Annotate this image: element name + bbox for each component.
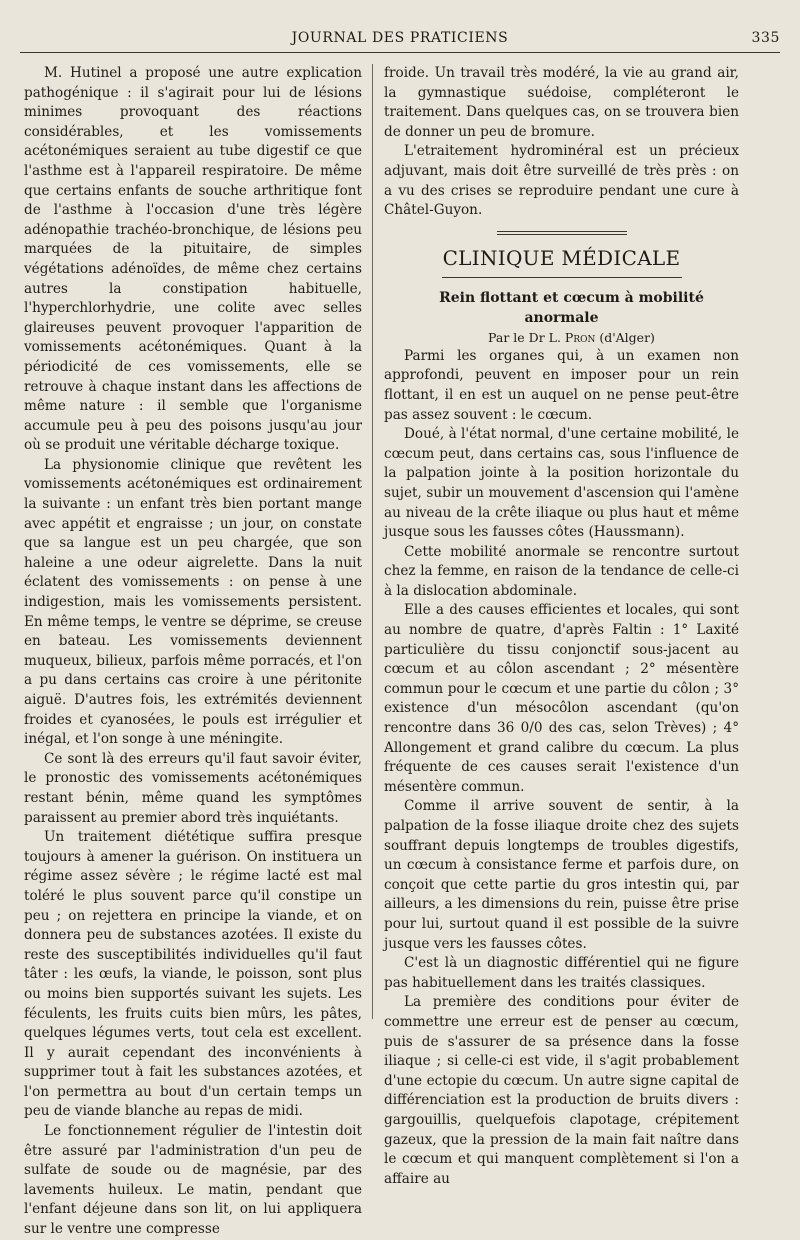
section-heading: CLINIQUE MÉDICALE <box>442 245 681 270</box>
header-rule <box>20 52 780 53</box>
article-byline <box>384 328 739 347</box>
paragraph: La physionomie clinique que revêtent les vomissements acétonémiques est ordinairement la suivante : un enfant très bien portant mange avec appétit et engraisse ; un jour, on constate que sa langue est un peu chargée, que son haleine a une odeur aigrelette. Dans la nuit éclatent des vomissements : on pense à une indigestion, mais les vomissements persistent. En même temps, le ventre se déprime, se creuse en bateau. Les vomissements deviennent muqueux, bilieux, parfois même porracés, et l'on a pu dans certains cas croire à une péritonite aiguë. D'autres fois, les extrémités deviennent froides et cyanosées, le pouls est irrégulier et inégal, et l'on songe à une méningite. <box>24 456 362 748</box>
section-separator <box>497 231 627 235</box>
byline-prefix: Par le Dr <box>488 329 545 345</box>
running-header <box>20 30 780 50</box>
article-title: Rein flottant et cœcum à mobilité anormale <box>439 289 704 326</box>
left-column <box>24 64 362 1238</box>
paragraph: Comme il arrive souvent de sentir, à la palpation de la fosse iliaque droite chez des sujets souffrant depuis longtemps de troubles digestifs, un cœcum à consistance ferme et parfois dure, on conçoit que cette partie du gros intestin qui, par ailleurs, a les dimensions du rein, puisse être prise pour lui, surtout quand il est possible de la suivre jusque vers les fausses côtes. <box>384 798 739 952</box>
paragraph: Ce sont là des erreurs qu'il faut savoir éviter, le pronostic des vomissements acétonémiques restant bénin, même quand les symptômes paraissent au premier abord très inquiétants. <box>24 750 362 826</box>
paragraph: M. Hutinel a proposé une autre explication pathogénique : il s'agirait pour lui de lésions minimes provoquant des réactions considérables, et les vomissements acétonémiques seraient au tube digestif ce que l'asthme est à l'appareil respiratoire. De même que certains enfants de souche arthritique font de l'asthme à l'occasion d'une très légère adénopathie trachéo-bronchique, de lésions peu marquées de la pituitaire, de simples végétations adénoïdes, de même chez certains autres la constipation habituelle, l'hyperchlorhydrie, une colite avec selles glaireuses peuvent provoquer l'apparition de vomissements acétonémiques. Quant à la périodicité de ces vomissements, elle se retrouve à chaque instant dans les affections de même nature : il semble que l'organisme accumule peu à peu des poisons jusqu'au jour où se produit une véritable décharge toxique. <box>24 65 362 454</box>
page-number: 335 <box>751 30 780 46</box>
paragraph: C'est là un diagnostic différentiel qui ne figure pas habituellement dans les traités classiques. <box>384 955 739 991</box>
column-divider <box>372 64 373 1019</box>
paragraph-continued: froide. Un travail très modéré, la vie au grand air, la gymnastique suédoise, compléteront le traitement. Dans quelques cas, on se trouvera bien de donner un peu de bromure. <box>384 65 739 140</box>
paragraph: La première des conditions pour éviter de commettre une erreur est de penser au cœcum, puis de s'assurer de sa présence dans la fosse iliaque ; si celle-ci est vide, il s'agit probablement d'une ectopie du cœcum. Un autre signe capital de différenciation est la production de bruits divers : gargouillis, quelquefois clapotage, crépitement gazeux, que la pression de la main fait naître dans le cœcum et qui manquent complètement si l'on a affaire au <box>384 994 739 1187</box>
paragraph: L'etraitement hydrominéral est un précieux adjuvant, mais doit être surveillé de très près : on a vu des crises se reproduire pendant une cure à Châtel-Guyon. <box>384 143 739 219</box>
paragraph: Cette mobilité anormale se rencontre surtout chez la femme, en raison de la tendance de celle-ci à la dislocation abdominale. <box>384 543 739 599</box>
paragraph: Le fonctionnement régulier de l'intestin doit être assuré par l'administration d'un peu de sulfate de soude ou de magnésie, par des lavements huileux. Le matin, pendant que l'enfant déjeune dans son lit, on lui appliquera sur le ventre une compresse <box>24 1123 362 1238</box>
section-rule <box>442 277 682 278</box>
journal-title: JOURNAL DES PRATICIENS <box>291 30 509 46</box>
right-column <box>384 64 739 1187</box>
byline-place: (d'Alger) <box>599 329 655 345</box>
byline-author: L. Pron <box>548 329 596 345</box>
paragraph: Parmi les organes qui, à un examen non approfondi, peuvent en imposer pour un rein flottant, il en est un auquel on ne pense peut-être pas assez souvent : le cœcum. <box>384 347 739 423</box>
paragraph: Un traitement diététique suffira presque toujours à amener la guérison. On instituera un régime assez sévère ; le régime lacté est mal toléré le plus souvent parce qu'il constipe un peu ; on rejettera en principe la viande, et on donnera peu de substances azotées. Il existe du reste des susceptibilités individuelles qu'il faut tâter : les œufs, la viande, le poisson, sont plus ou moins bien supportés suivant les sujets. Les féculents, les fruits cuits bien mûrs, les pâtes, quelques légumes verts, tout cela est excellent. Il y aurait cependant des inconvénients à supprimer tout à fait les substances azotées, et l'on permettra au bout d'un certain temps un peu de viande blanche au repas de midi. <box>24 829 362 1120</box>
paragraph: Elle a des causes efficientes et locales, qui sont au nombre de quatre, d'après Faltin : 1° Laxité particulière du tissu conjonctif sous-jacent au cœcum et au côlon ascendant ; 2° mésentère commun pour le cœcum et une partie du côlon ; 3° existence d'un mésocôlon ascendant (qu'on rencontre dans 36 0/0 des cas, selon Trèves) ; 4° Allongement et grand calibre du cœcum. La plus fréquente de ces causes serait l'existence d'un mésentère commun. <box>384 602 739 795</box>
paragraph: Doué, à l'état normal, d'une certaine mobilité, le cœcum peut, dans certains cas, sous l'influence de la palpation jointe à la position horizontale du sujet, subir un mouvement d'ascension qui l'amène au niveau de la crête iliaque ou plus haut et même jusque sous les fausses côtes (Haussmann). <box>384 426 739 541</box>
